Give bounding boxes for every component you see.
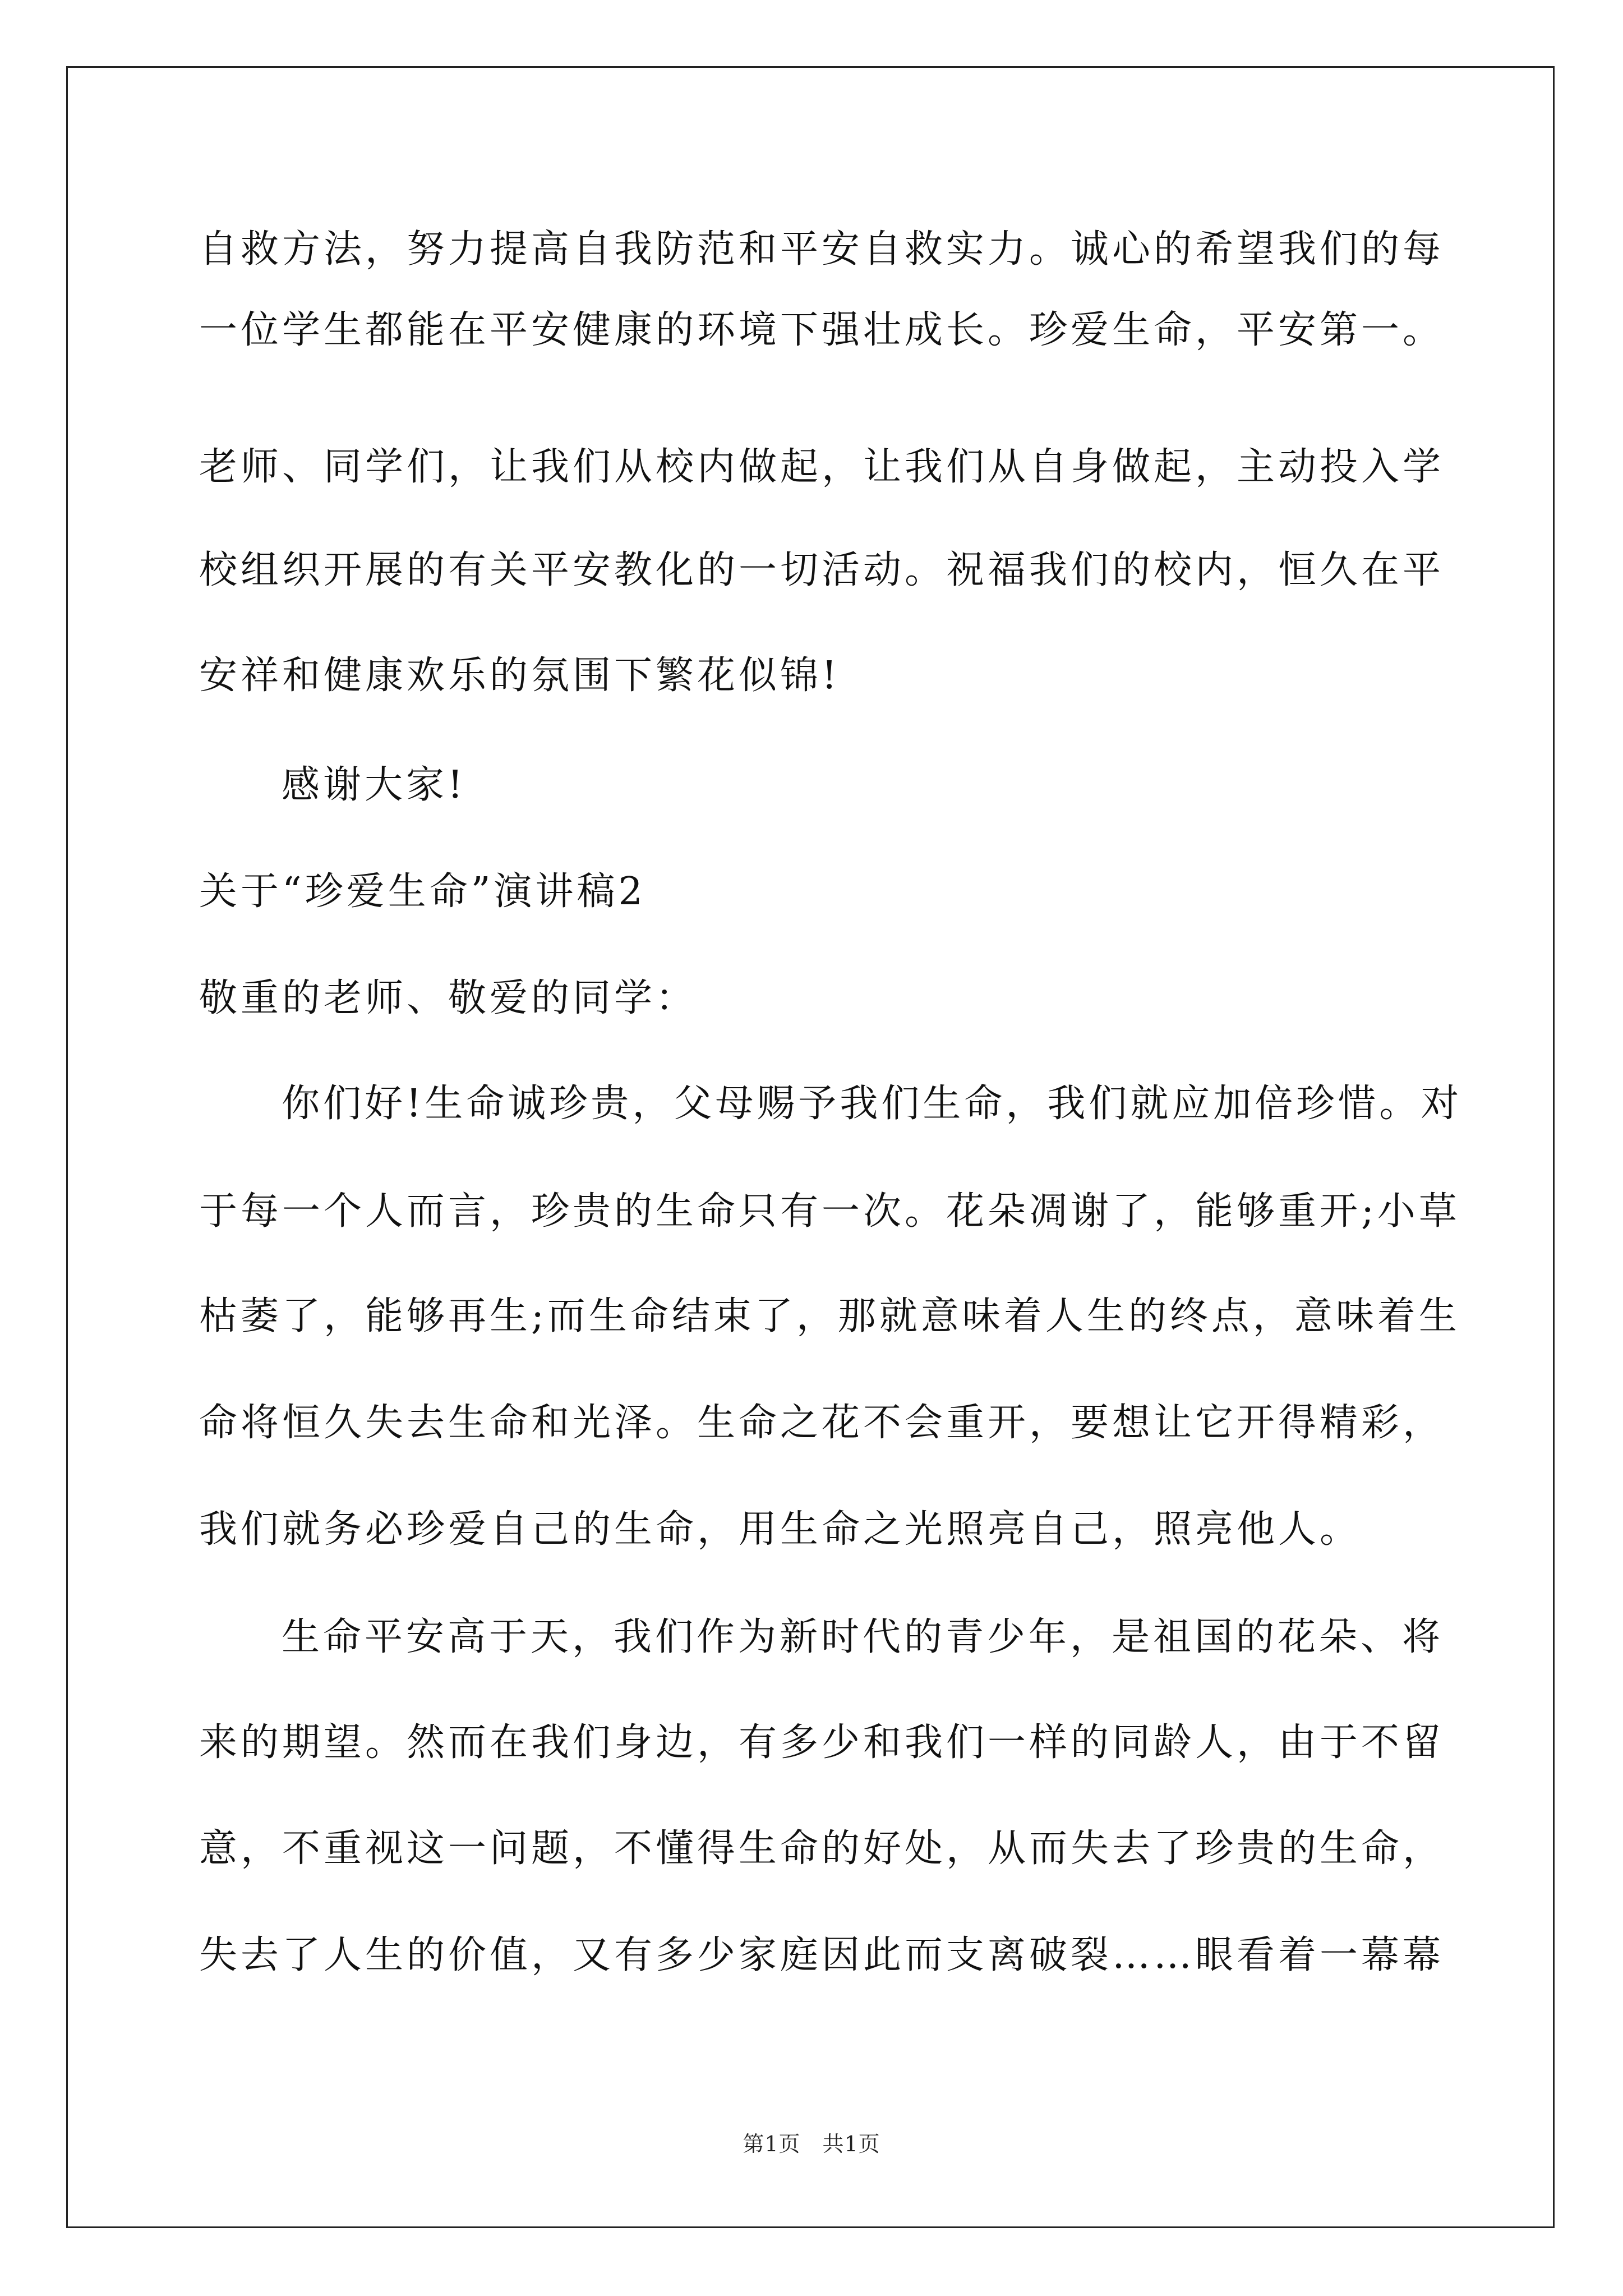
page-border	[66, 66, 1555, 2228]
text-line: 意，不重视这一问题，不懂得生命的好处，从而失去了珍贵的生命，	[199, 1826, 1445, 1871]
closing-remark: 感谢大家!	[282, 763, 467, 807]
section-heading: 关于“珍爱生命”演讲稿2	[199, 869, 646, 914]
text-line: 枯萎了，能够再生;而生命结束了，那就意味着人生的终点，意味着生	[199, 1294, 1460, 1338]
text-line: 自救方法，努力提高自我防范和平安自救实力。诚心的希望我们的每	[199, 227, 1445, 272]
text-line: 来的期望。然而在我们身边，有多少和我们一样的同龄人，由于不留	[199, 1720, 1445, 1765]
text-line: 于每一个人而言，珍贵的生命只有一次。花朵凋谢了，能够重开;小草	[199, 1189, 1460, 1234]
salutation: 敬重的老师、敬爱的同学：	[199, 976, 698, 1020]
text-line: 失去了人生的价值，又有多少家庭因此而支离破裂……眼看着一幕幕	[199, 1933, 1445, 1977]
page-number-footer: 第1页 共1页	[743, 2132, 880, 2156]
text-line: 生命平安高于天，我们作为新时代的青少年，是祖国的花朵、将	[282, 1615, 1444, 1659]
text-line: 我们就务必珍爱自己的生命，用生命之光照亮自己，照亮他人。	[199, 1507, 1362, 1552]
text-line: 你们好!生命诚珍贵，父母赐予我们生命，我们就应加倍珍惜。对	[282, 1082, 1463, 1126]
text-line: 安祥和健康欢乐的氛围下繁花似锦!	[199, 654, 841, 698]
text-line: 命将恒久失去生命和光泽。生命之花不会重开，要想让它开得精彩，	[199, 1401, 1445, 1445]
text-line: 一位学生都能在平安健康的环境下强壮成长。珍爱生命，平安第一。	[199, 308, 1445, 352]
text-line: 校组织开展的有关平安教化的一切活动。祝福我们的校内，恒久在平	[199, 548, 1445, 592]
text-line: 老师、同学们，让我们从校内做起，让我们从自身做起，主动投入学	[199, 445, 1445, 489]
